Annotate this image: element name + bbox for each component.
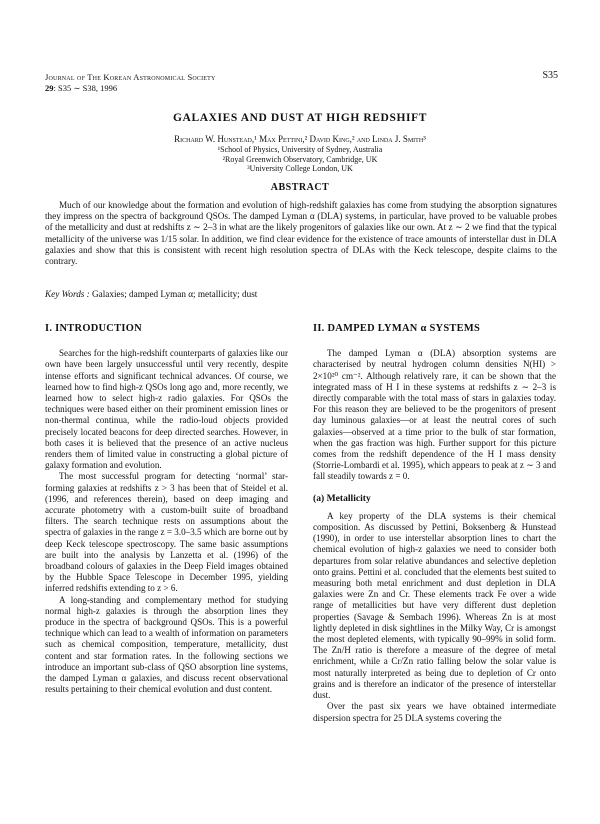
affiliation-3: ³University College London, UK	[247, 164, 353, 173]
subsection-heading-metallicity: (a) Metallicity	[313, 492, 371, 504]
metallicity-paragraph-2: Over the past six years we have obtained intermediate dispersion spectra for 25 DLA systems covering the	[313, 701, 556, 723]
affiliations	[0, 145, 600, 174]
keywords-label: Key Words :	[45, 289, 90, 299]
author-list: Richard W. Hunstead,¹ Max Pettini,² David King,² and Linda J. Smith³	[174, 134, 426, 144]
dla-paragraph-1: The damped Lyman α (DLA) absorption systems are characterised by neutral hydrogen column densities N(HI) > 2×10²⁰ cm⁻². Although relatively rare, it can be shown that the integrated mass of H I in these systems at redshifts z ∼ 2–3 is directly comparable with the total mass of stars in galaxies today. For this reason they are believed to be the progenitors of present day luminous galaxies—or at least the neutral cores of such galaxies—observed at a time prior to the bulk of star formation, when the gas fraction was high. Further support for this picture comes from the redshift dependence of the H I mass density (Storrie-Lombardi et al. 1995), which appears to peak at z ∼ 3 and fall steadily towards z = 0.	[313, 348, 556, 482]
journal-name: Journal of The Korean Astronomical Society	[45, 72, 216, 82]
affiliation-1: ¹School of Physics, University of Sydney, Australia	[217, 145, 383, 154]
journal-pages: : S35 ∼ S38, 1996	[53, 83, 118, 93]
keywords	[45, 289, 257, 299]
journal-header	[45, 72, 216, 94]
section-heading-dla: II. DAMPED LYMAN α SYSTEMS	[313, 323, 481, 334]
intro-paragraph-3: A long-standing and complementary method for studying normal high-z galaxies is through the absorption lines they produce in the spectra of background QSOs. This is a powerful technique which can lead to a wealth of information on parameters such as chemical composition, temperature, metallicity, dust content and star formation rates. In the following sections we introduce an important sub-class of QSO absorption line systems, the damped Lyman α galaxies, and discuss recent observational results pertaining to their chemical evolution and dust content.	[45, 594, 288, 695]
affiliation-2: ²Royal Greenwich Observatory, Cambridge, UK	[222, 154, 378, 164]
abstract-heading: ABSTRACT	[270, 182, 330, 193]
paper-title: GALAXIES AND DUST AT HIGH REDSHIFT	[173, 112, 427, 124]
abstract-text: Much of our knowledge about the formation and evolution of high-redshift galaxies has come from studying the absorption signatures they impress on the spectra of background QSOs. The damped Lyman α (DLA) systems, in particular, have proved to be valuable probes of the metallicity and dust at redshifts z ∼ 2–3 in what are the likely progenitors of galaxies like our own. At z ∼ 2 we find that the typical metallicity of the universe was 1/15 solar. In addition, we find clear evidence for the existence of trace amounts of interstellar dust in DLA galaxies and show that this is consistent with recent high resolution spectra of DLAs with the Keck telescope, despite claims to the contrary.	[45, 200, 557, 267]
right-column	[313, 323, 556, 724]
keywords-text: Galaxies; damped Lyman α; metallicity; dust	[92, 289, 258, 299]
journal-volume: 29	[45, 83, 54, 93]
section-heading-introduction: I. INTRODUCTION	[45, 323, 142, 334]
intro-paragraph-2: The most successful program for detecting ‘normal’ star-forming galaxies at redshifts z > 3 has been that of Steidel et al. (1996, and references therein), based on deep imaging and accurate photometry with a custom-built suite of broadband filters. The search technique rests on assumptions about the spectra of galaxies in the range z = 3.0–3.5 which are borne out by deep Keck telescope spectroscopy. The same basic assumptions are built into the analysis by Lanzetta et al. (1996) of the broadband colours of galaxies in the Deep Field images obtained by the Hubble Space Telescope in December 1995, yielding inferred redshifts extending to z > 6.	[45, 471, 288, 594]
left-column	[45, 323, 288, 696]
page-number: S35	[542, 70, 558, 81]
intro-paragraph-1: Searches for the high-redshift counterparts of galaxies like our own have been largely unsuccessful until very recently, despite intense efforts and significant technical advances. Of course, we learned how to find high-z QSOs long ago and, more recently, we learned how to select high-z radio galaxies. For QSOs the techniques were based either on their prominent emission lines or non-thermal continua, while the radio-loud objects provided precisely located beacons for deep directed searches. However, in both cases it is believed that the presence of an active nucleus renders them of limited value in constructing a global picture of galaxy formation and evolution.	[45, 348, 288, 471]
metallicity-paragraph-1: A key property of the DLA systems is their chemical composition. As discussed by Pettini, Boksenberg & Hunstead (1990), in order to use interstellar absorption lines to chart the chemical evolution of high-z galaxies we need to consider both departures from solar relative abundances and selective depletion onto grains. Pettini et al. concluded that the elements best suited to measuring both metal enrichment and dust depletion in DLA galaxies were Zn and Cr. These elements track Fe over a wide range of metallicities but have very different dust depletion properties (Savage & Sembach 1996). Whereas Zn is at most lightly depleted in disk sightlines in the Milky Way, Cr is amongst the most depleted elements, with typically 90–99% in solid form. The Zn/H ratio is therefore a measure of the degree of metal enrichment, while a Cr/Zn ratio falling below the solar value is most naturally interpreted as being due to depletion of Cr onto grains and is therefore an indicator of the presence of interstellar dust.	[313, 510, 556, 701]
